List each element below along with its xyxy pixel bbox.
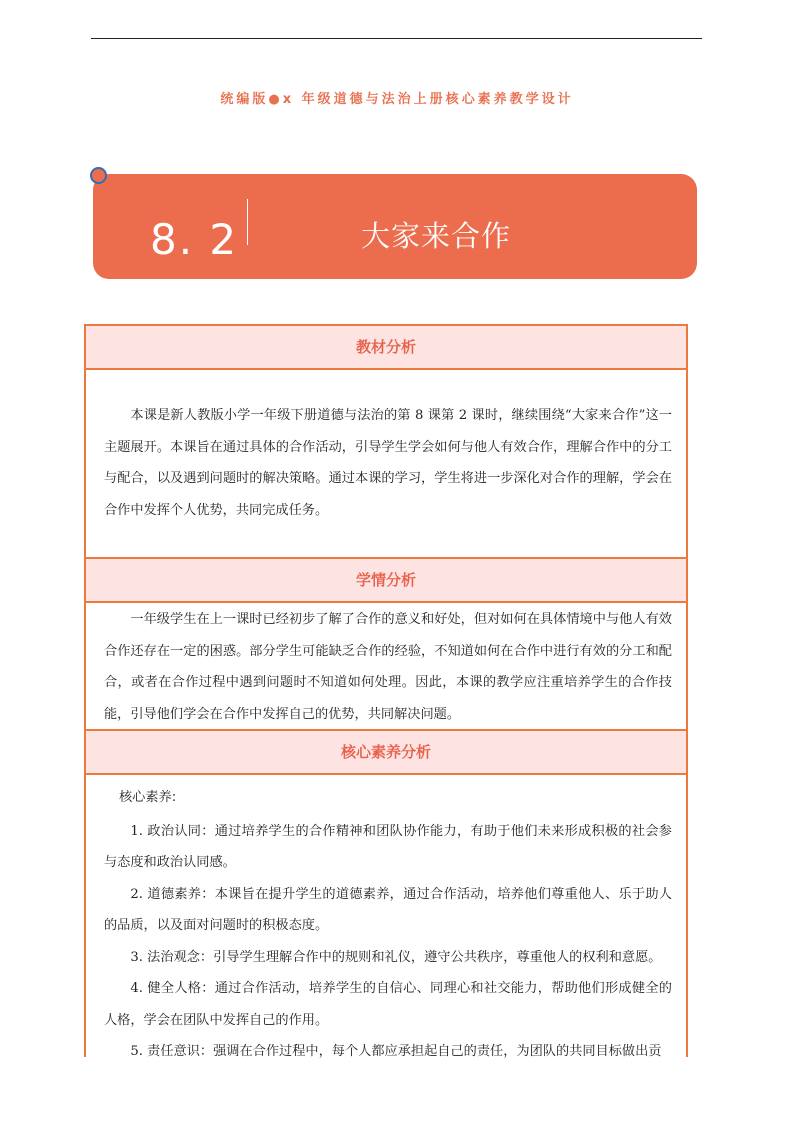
- header-rule: [91, 38, 702, 39]
- section-heading-core-literacy: 核心素养分析: [86, 729, 686, 775]
- core-item-rule-of-law: 3. 法治观念：引导学生理解合作中的规则和礼仪，遵守公共秩序，尊重他人的权利和意愿。: [130, 949, 662, 965]
- lesson-title: 大家来合作: [361, 219, 512, 253]
- section-body-learner-analysis: [86, 604, 686, 730]
- core-item-political-identity: 1. 政治认同：通过培养学生的合作精神和团队协作能力，有助于他们未来形成积极的社会参与态度和政治认同感。: [104, 823, 672, 870]
- section-heading-textbook-analysis: 教材分析: [86, 324, 686, 370]
- core-item-responsibility: 5. 责任意识：强调在合作过程中，每个人都应承担起自己的责任，为团队的共同目标做出贡: [130, 1044, 662, 1059]
- section-body-textbook-analysis: [86, 400, 686, 526]
- core-item-moral-literacy: 2. 道德素养：本课旨在提升学生的道德素养，通过合作活动，培养他们尊重他人、乐于助人的品质，以及面对问题时的积极态度。: [104, 886, 672, 933]
- learner-analysis-text: 一年级学生在上一课时已经初步了解了合作的意义和好处，但对如何在具体情境中与他人有效合作还存在一定的困惑。部分学生可能缺乏合作的经验，不知道如何在合作中进行有效的分工和配合，或者在合作过程中遇到问题时不知道如何处理。因此，本课的教学应注重培养学生的合作技能，引导他们学会在合作中发挥自己的优势，共同解决问题。: [104, 612, 672, 722]
- running-header: 统编版●x 年级道德与法治上册核心素养教学设计: [220, 92, 574, 107]
- lesson-design-table: [84, 324, 688, 1057]
- section-body-core-literacy: [86, 782, 686, 1068]
- banner-divider: [247, 199, 248, 245]
- banner-dot-decoration: [90, 167, 107, 184]
- core-item-sound-personality: 4. 健全人格：通过合作活动，培养学生的自信心、同理心和社交能力，帮助他们形成健全的人格，学会在团队中发挥自己的作用。: [104, 981, 672, 1028]
- core-literacy-lead: 核心素养:: [119, 790, 177, 805]
- section-heading-learner-analysis: 学情分析: [86, 557, 686, 603]
- textbook-analysis-text: 本课是新人教版小学一年级下册道德与法治的第 8 课第 2 课时，继续围绕“大家来合作”这一主题展开。本课旨在通过具体的合作活动，引导学生学会如何与他人有效合作，理解合作中的分工与配合，以及遇到问题时的解决策略。通过本课的学习，学生将进一步深化对合作的理解，学会在合作中发挥个人优势，共同完成任务。: [104, 408, 672, 518]
- lesson-number: 8. 2: [150, 215, 239, 264]
